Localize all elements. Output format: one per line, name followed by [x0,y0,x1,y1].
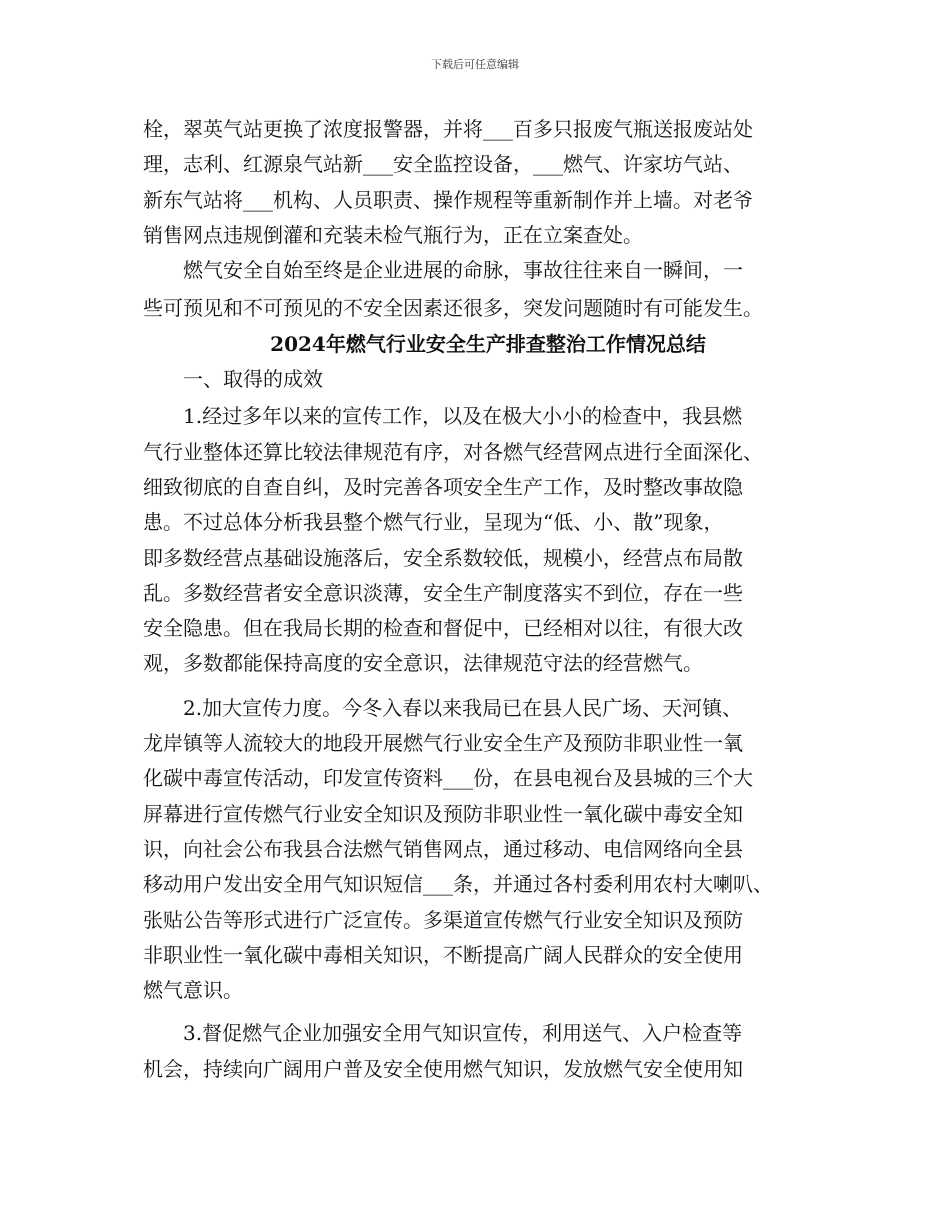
section-title: 2024年燃气行业安全生产排查整治工作情况总结 [270,331,706,356]
text-line: 气行业整体还算比较法律规范有序，对各燃气经营网点进行全面深化、 [143,439,763,464]
text-line: 即多数经营点基础设施落后，安全系数较低，规模小，经营点布局散 [143,545,743,570]
text-line: 销售网点违规倒灌和充装未检气瓶行为，正在立案查处。 [143,222,643,247]
text-line: 观，多数都能保持高度的安全意识，法律规范守法的经营燃气。 [143,651,703,676]
text-line: 燃气安全自始至终是企业进展的命脉，事故往往来自一瞬间，一 [183,258,743,283]
text-line: 3.督促燃气企业加强安全用气知识宣传，利用送气、入户检查等 [183,1021,743,1046]
text-line: 龙岸镇等人流较大的地段开展燃气行业安全生产及预防非职业性一氧 [143,731,743,756]
text-line: 理，志利、红源泉气站新___安全监控设备，___燃气、许家坊气站、 [143,152,743,177]
text-line: 非职业性一氧化碳中毒相关知识，不断提高广阔人民群众的安全使用 [143,942,743,967]
text-line: 栓，翠英气站更换了浓度报警器，并将___百多只报废气瓶送报废站处 [143,117,753,141]
text-line: 乱。多数经营者安全意识淡薄，安全生产制度落实不到位，存在一些 [143,580,743,605]
text-line: 细致彻底的自查自纠，及时完善各项安全生产工作，及时整改事故隐 [143,474,743,499]
text-line: 识，向社会公布我县合法燃气销售网点，通过移动、电信网络向全县 [143,836,743,861]
text-line: 1.经过多年以来的宣传工作，以及在极大小小的检查中，我县燃 [183,404,743,429]
text-line: 一、取得的成效 [183,367,323,392]
text-line: 新东气站将___机构、人员职责、操作规程等重新制作并上墙。对老爷 [143,187,753,212]
text-line: 燃气意识。 [143,978,243,1003]
text-line: 安全隐患。但在我局长期的检查和督促中，已经相对以往，有很大改 [143,616,743,641]
text-line: 些可预见和不可预见的不安全因素还很多，突发问题随时有可能发生。 [143,296,763,321]
document-body [143,112,823,1087]
text-line: 患。不过总体分析我县整个燃气行业，呈现为“低、小、散”现象， [143,510,724,535]
text-line: 移动用户发出安全用气知识短信___条，并通过各村委利用农村大喇叭、 [143,872,773,897]
text-line: 2.加大宣传力度。今冬入春以来我局已在县人民广场、天河镇、 [183,695,743,720]
text-line: 屏幕进行宣传燃气行业安全知识及预防非职业性一氧化碳中毒安全知 [143,801,743,826]
text-line: 张贴公告等形式进行广泛宣传。多渠道宣传燃气行业安全知识及预防 [143,907,743,932]
text-line: 机会，持续向广阔用户普及安全使用燃气知识，发放燃气安全使用知 [143,1056,743,1081]
text-line: 化碳中毒宣传活动，印发宣传资料___份，在县电视台及县城的三个大 [143,766,753,791]
page-header: 下载后可任意编辑 [431,58,519,71]
